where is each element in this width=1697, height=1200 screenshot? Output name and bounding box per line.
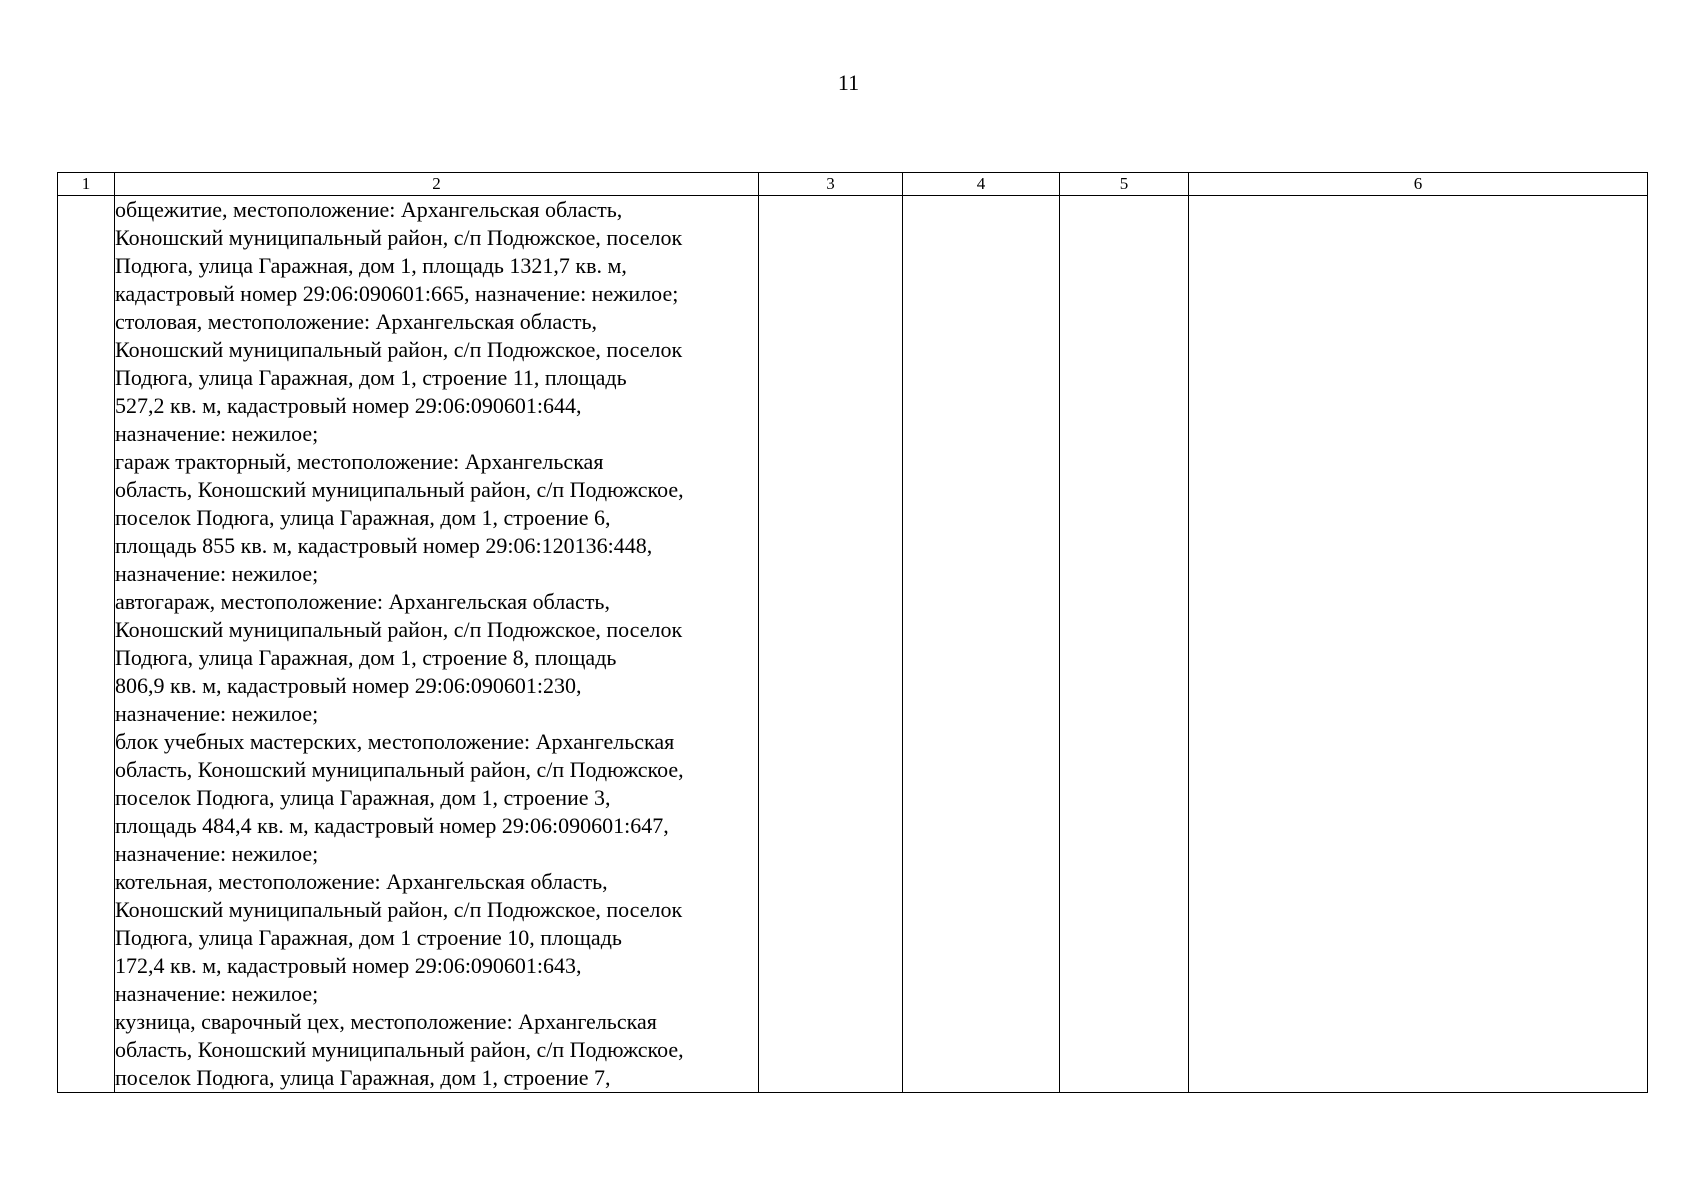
description-line: кадастровый номер 29:06:090601:665, назначение: нежилое; (115, 281, 679, 306)
description-line: площадь 484,4 кв. м, кадастровый номер 29:06:090601:647, (115, 813, 669, 838)
column-header-5: 5 (1060, 173, 1189, 196)
description-line: область, Коношский муниципальный район, с/п Подюжское, (115, 1037, 684, 1062)
description-line: поселок Подюга, улица Гаражная, дом 1, строение 6, (115, 505, 611, 530)
table-header-row (58, 173, 1648, 196)
description-line: общежитие, местоположение: Архангельская область, (115, 197, 623, 222)
description-line: 806,9 кв. м, кадастровый номер 29:06:090601:230, (115, 673, 582, 698)
description-line: назначение: нежилое; (115, 561, 319, 586)
description-line: столовая, местоположение: Архангельская область, (115, 309, 598, 334)
description-line: Коношский муниципальный район, с/п Подюжское, поселок (115, 337, 683, 362)
description-line: блок учебных мастерских, местоположение: Архангельская (115, 729, 675, 754)
column-header-1: 1 (58, 173, 115, 196)
description-line: котельная, местоположение: Архангельская область, (115, 869, 608, 894)
description-line: Коношский муниципальный район, с/п Подюжское, поселок (115, 617, 683, 642)
page-number: 11 (837, 70, 860, 95)
cell-column-3 (759, 196, 903, 1093)
description-line: назначение: нежилое; (115, 841, 319, 866)
description-line: назначение: нежилое; (115, 421, 319, 446)
description-line: область, Коношский муниципальный район, с/п Подюжское, (115, 477, 684, 502)
cell-column-4 (903, 196, 1060, 1093)
column-header-6: 6 (1189, 173, 1648, 196)
cell-property-description (115, 196, 759, 1093)
description-line: кузница, сварочный цех, местоположение: Архангельская (115, 1009, 657, 1034)
description-line: назначение: нежилое; (115, 981, 319, 1006)
description-line: Подюга, улица Гаражная, дом 1 строение 10, площадь (115, 925, 622, 950)
description-line: Подюга, улица Гаражная, дом 1, площадь 1321,7 кв. м, (115, 253, 627, 278)
cell-column-6 (1189, 196, 1648, 1093)
description-line: Коношский муниципальный район, с/п Подюжское, поселок (115, 225, 683, 250)
description-line: Подюга, улица Гаражная, дом 1, строение 8, площадь (115, 645, 617, 670)
description-line: поселок Подюга, улица Гаражная, дом 1, строение 7, (115, 1065, 611, 1090)
column-header-4: 4 (903, 173, 1060, 196)
column-header-2: 2 (115, 173, 759, 196)
description-line: 172,4 кв. м, кадастровый номер 29:06:090601:643, (115, 953, 582, 978)
description-line: 527,2 кв. м, кадастровый номер 29:06:090601:644, (115, 393, 582, 418)
description-line: назначение: нежилое; (115, 701, 319, 726)
description-line: поселок Подюга, улица Гаражная, дом 1, строение 3, (115, 785, 611, 810)
column-header-3: 3 (759, 173, 903, 196)
description-line: область, Коношский муниципальный район, с/п Подюжское, (115, 757, 684, 782)
cell-column-5 (1060, 196, 1189, 1093)
description-line: автогараж, местоположение: Архангельская область, (115, 589, 610, 614)
description-line: Подюга, улица Гаражная, дом 1, строение 11, площадь (115, 365, 627, 390)
cell-column-1 (58, 196, 115, 1093)
description-line: гараж тракторный, местоположение: Архангельская (115, 449, 604, 474)
description-line: площадь 855 кв. м, кадастровый номер 29:06:120136:448, (115, 533, 653, 558)
description-line: Коношский муниципальный район, с/п Подюжское, поселок (115, 897, 683, 922)
table-row (58, 196, 1648, 1093)
property-table (57, 172, 1648, 1093)
